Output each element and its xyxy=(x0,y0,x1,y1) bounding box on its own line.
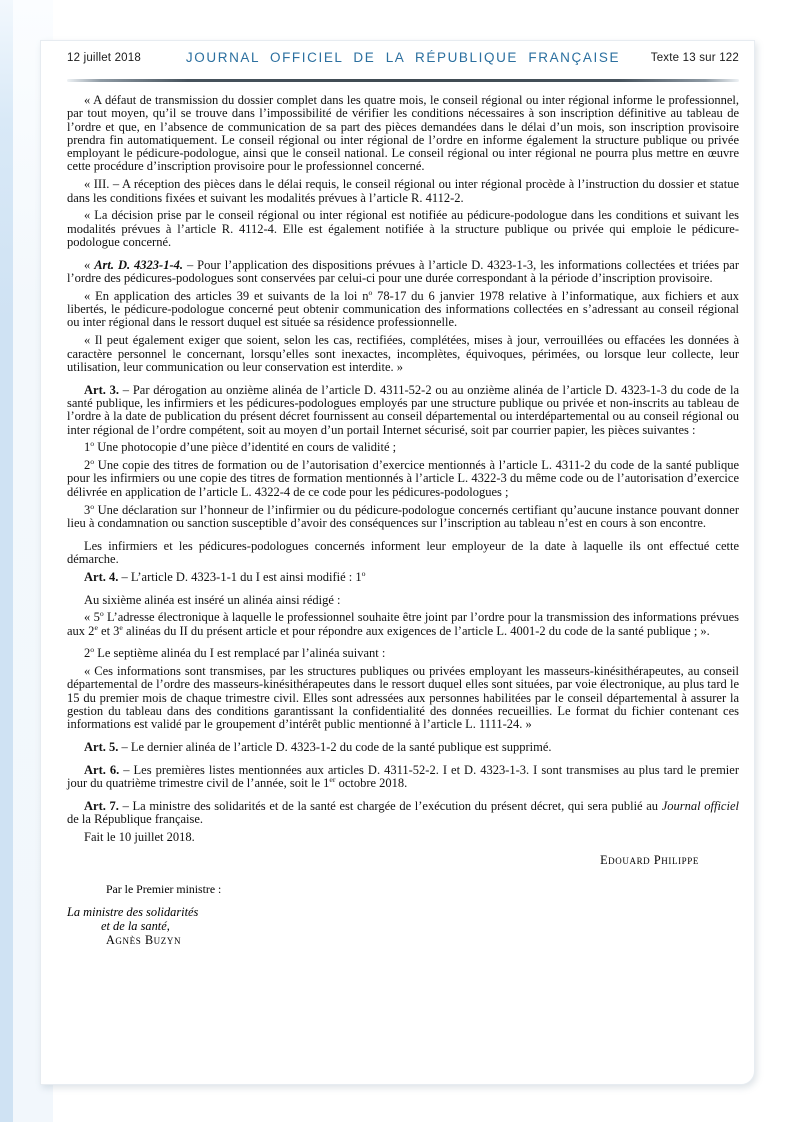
text-run: L’adresse électronique à laquelle le professionnel souhaite être joint par l’ordre pour la transmission des informations prévues aux 2 xyxy=(67,610,739,638)
text-run: octobre 2018. xyxy=(335,776,408,791)
signature-president: Edouard Philippe xyxy=(600,853,699,868)
background-left-band xyxy=(0,0,13,1122)
text-run: 2 xyxy=(84,458,91,473)
text-run: Le septième alinéa du I est remplacé par l’alinéa suivant : xyxy=(94,646,386,661)
text-run: o xyxy=(90,456,95,466)
signature-minister-name: Agnès Buzyn xyxy=(106,933,182,948)
paragraph xyxy=(67,209,739,249)
text-run: Art. 4. xyxy=(84,569,119,584)
paragraph xyxy=(67,665,739,731)
header-rule xyxy=(67,79,739,82)
journal-title: JOURNAL OFFICIEL DE LA RÉPUBLIQUE FRANÇAISE xyxy=(185,50,621,65)
paragraph xyxy=(67,334,739,374)
text-run: e xyxy=(119,622,123,632)
text-run: Art. 5. xyxy=(84,740,119,755)
paragraph xyxy=(67,647,739,660)
text-run: Art. 3. xyxy=(84,382,120,397)
text-run: 78-17 du 6 janvier 1978 relative à l’informatique, aux fichiers et aux libertés, le pédicure-podologue concerné peut obtenir communication des informations collectées en s’adressant au conseil régional ou inter régional dans le ressort duquel est située sa résidence professionnelle. xyxy=(67,288,739,330)
text-run: 3 xyxy=(84,502,91,517)
paragraph xyxy=(67,764,739,791)
text-run: « 5 xyxy=(84,610,100,625)
text-run: Une déclaration sur l’honneur de l’infirmier ou du pédicure-podologue concernés certifiant qu’aucune instance pouvant donner lieu à condamnation ou sanction susceptible d’avoir des conséquences sur l’inscription au tableau n’est en cours à son encontre. xyxy=(67,502,739,530)
text-run: et 3 xyxy=(97,623,120,638)
paragraph xyxy=(67,611,739,638)
text-run: Journal officiel xyxy=(661,799,739,814)
paragraph xyxy=(67,594,739,607)
paragraph xyxy=(67,501,739,531)
paragraph xyxy=(67,178,739,205)
paragraph xyxy=(67,831,739,844)
paragraph xyxy=(67,441,739,454)
text-run: er xyxy=(329,775,336,785)
text-run: o xyxy=(90,439,95,449)
text-run: de la République française. xyxy=(67,812,204,827)
text-run: o xyxy=(361,568,366,578)
text-run: « La décision prise par le conseil régional ou inter régional est notifiée au pédicure-podologue dans les conditions et suivant les modalités prévues à l’article R. 4112-4. Elle est également notifiée à la structure publique ou privée qui emploie le pédicure-podologue concerné. xyxy=(67,208,739,249)
text-run: Art. 7. xyxy=(84,799,119,814)
signature-minister-title-line2: et de la santé, xyxy=(101,919,170,934)
text-run: « Ces informations sont transmises, par les structures publiques ou privées employant les masseurs-kinésithérapeutes, au conseil départemental de l’ordre des masseurs-kinésithérapeutes dans le ressort duquel elles sont situées, par voie électronique, au plus tard le 15 du premier mois de chaque trimestre civil. Elles sont adressées aux personnes habilitées par le conseil départemental à assurer la gestion du tableau dans des conditions garantissant la confidentialité des données recueillies. Le format du fichier contenant ces informations est validé par le groupement d’intérêt public mentionné à l’article L. 1111-24. » xyxy=(67,664,739,732)
text-run: 1 xyxy=(84,440,91,455)
paragraph xyxy=(67,568,739,584)
text-run: – L’article D. 4323-1-1 du I est ainsi modifié : 1 xyxy=(118,569,362,584)
text-run: alinéas du II du présent article et pour répondre aux exigences de l’article L. 4001-2 du code de la santé publique ; ». xyxy=(122,623,710,638)
text-run: – La ministre des solidarités et de la santé est chargée de l’exécution du présent décret, qui sera publié au xyxy=(118,799,662,814)
text-run: Art. D. 4323-1-4. xyxy=(94,257,183,272)
text-run: – Le dernier alinéa de l’article D. 4323-1-2 du code de la santé publique est supprimé. xyxy=(118,740,552,755)
text-run: – Les premières listes mentionnées aux articles D. 4311-52-2. I et D. 4323-1-3. I sont transmises au plus tard le premier jour du quatrième trimestre civil de l’année, soit le 1 xyxy=(67,762,739,791)
text-run: « A défaut de transmission du dossier complet dans les quatre mois, le conseil régional ou inter régional informe le professionnel, par tout moyen, qu’il se trouve dans l’impossibilité de vérifier les conditions nécessaires à son inscription définitive au tableau de l’ordre et que, en l’absence de communication de sa part des pièces demandées dans le délai d’un mois, son inscription provisoire prendra fin automatiquement. Le conseil régional ou inter régional de l’ordre en informe également la structure publique ou privée employant le pédicure-podologue, ainsi que le conseil national. Le conseil régional ou inter régional ne pourra plus mettre en œuvre cette procédure d’inscription provisoire pour le professionnel concerné. xyxy=(67,93,739,174)
text-run: – Par dérogation au onzième alinéa de l’article D. 4311-52-2 ou au onzième alinéa de l’article D. 4323-1-3 du code de la santé publique, les infirmiers et les pédicures-podologues employés par une structure publique ou privée et non-inscrits au tableau de l’ordre à la date de publication du présent décret fournissent au conseil départemental ou interdépartemental ou au conseil régional ou inter régional de l’ordre compétent, soit au moyen d’un portail Internet sécurisé, soit par courrier papier, les pièces suivantes : xyxy=(67,382,739,437)
header-date: 12 juillet 2018 xyxy=(67,52,141,64)
text-run: Fait le 10 juillet 2018. xyxy=(84,830,195,845)
paragraph xyxy=(67,259,739,286)
paragraph xyxy=(67,741,739,754)
body-paragraphs xyxy=(67,94,739,844)
text-run: « xyxy=(84,257,95,272)
text-run: « Il peut également exiger que soient, selon les cas, rectifiées, complétées, mises à jour, verrouillées ou effacées les données à caractère personnel le concernant, lorsqu’elles sont inexactes, incomplètes, équivoques, périmées, ou lorsque leur collecte, leur utilisation, leur communication ou leur conservation est interdite. » xyxy=(67,333,739,374)
text-run: 2 xyxy=(84,646,91,661)
paragraph xyxy=(67,94,739,174)
text-run: – Pour l’application des dispositions prévues à l’article D. 4323-1-3, les informations collectées et triées par l’ordre des pédicures-podologues sont conservées par celui-ci pour une durée correspondant à la période d’inscription provisoire. xyxy=(67,257,739,286)
text-run: Une photocopie d’une pièce d’identité en cours de validité ; xyxy=(94,440,397,455)
paragraph xyxy=(67,540,739,567)
paragraph xyxy=(67,456,739,499)
signature-by-line: Par le Premier ministre : xyxy=(106,882,222,897)
text-run: Art. 6. xyxy=(84,762,120,777)
text-run: o xyxy=(368,287,373,297)
text-run: « III. – A réception des pièces dans le délai requis, le conseil régional ou inter régional procède à l’instruction du dossier et statue dans les conditions fixées et suivant les modalités prévues à l’article R. 4112-2. xyxy=(67,177,739,205)
text-run: Les infirmiers et les pédicures-podologues concernés informent leur employeur de la date à laquelle ils ont effectué cette démarche. xyxy=(67,538,739,566)
text-run: Au sixième alinéa est inséré un alinéa ainsi rédigé : xyxy=(84,592,341,607)
paragraph xyxy=(67,287,739,330)
text-run: o xyxy=(99,609,104,619)
text-run: e xyxy=(94,622,98,632)
text-run: o xyxy=(90,501,95,511)
text-run: Une copie des titres de formation ou de l’autorisation d’exercice mentionnés à l’article L. 4311-2 du code de la santé publique pour les infirmiers ou une copie des titres de formation mentionnés à l’article L. 4322-3 du même code ou de l’autorisation d’exercice délivrée en application de l’article L. 4322-4 de ce code pour les pédicures-podologues ; xyxy=(67,458,739,499)
text-run: o xyxy=(90,645,95,655)
page-header xyxy=(67,48,739,70)
paragraph xyxy=(67,800,739,827)
signature-minister-title-line1: La ministre des solidarités xyxy=(67,905,199,920)
signature-block xyxy=(67,853,739,947)
paragraph xyxy=(67,384,739,437)
text-reference: Texte 13 sur 122 xyxy=(650,52,739,64)
page-sheet xyxy=(40,40,755,1085)
text-run: « En application des articles 39 et suivants de la loi n xyxy=(84,288,369,303)
